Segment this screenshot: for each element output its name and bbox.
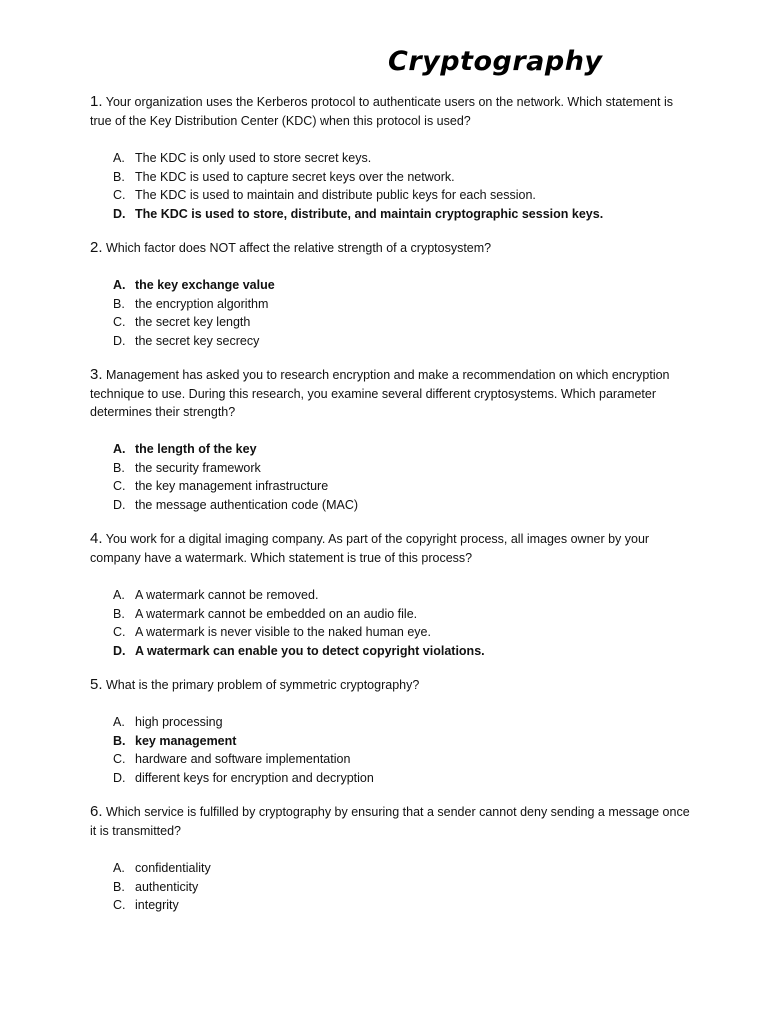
question-5 bbox=[90, 676, 690, 785]
question-stem: Which service is fulfilled by cryptography by ensuring that a sender cannot deny sending a message once it is transmitted? bbox=[90, 805, 690, 838]
option-item bbox=[113, 642, 485, 661]
option-text: the security framework bbox=[135, 460, 261, 475]
option-letter: D. bbox=[113, 643, 126, 658]
option-item bbox=[113, 586, 485, 605]
option-item bbox=[113, 769, 374, 788]
option-letter: B. bbox=[113, 606, 125, 621]
option-letter: B. bbox=[113, 169, 125, 184]
option-item bbox=[113, 440, 358, 459]
option-item bbox=[113, 205, 603, 224]
option-item bbox=[113, 459, 358, 478]
option-letter: C. bbox=[113, 479, 126, 493]
option-letter: A. bbox=[113, 278, 126, 292]
option-list bbox=[113, 586, 485, 660]
option-text: authenticity bbox=[135, 879, 199, 894]
option-item bbox=[113, 713, 374, 732]
option-list bbox=[113, 149, 603, 223]
option-letter: A. bbox=[113, 861, 125, 875]
option-letter: B. bbox=[113, 296, 125, 311]
option-list bbox=[113, 440, 358, 514]
option-text: the key exchange value bbox=[135, 278, 275, 292]
option-letter: D. bbox=[113, 497, 126, 512]
option-text: A watermark can enable you to detect copyright violations. bbox=[135, 643, 485, 658]
option-list bbox=[113, 713, 374, 787]
option-list bbox=[113, 859, 211, 915]
question-stem: Your organization uses the Kerberos protocol to authenticate users on the network. Which statement is true of the Key Distribution Center (KDC) when this protocol is used? bbox=[90, 95, 673, 128]
option-text: confidentiality bbox=[135, 861, 211, 875]
option-text: the message authentication code (MAC) bbox=[135, 497, 359, 512]
option-letter: C. bbox=[113, 898, 126, 912]
option-text: hardware and software implementation bbox=[135, 752, 351, 766]
question-1 bbox=[90, 93, 690, 221]
option-text: the encryption algorithm bbox=[135, 296, 269, 311]
question-text bbox=[90, 366, 690, 422]
option-text: A watermark is never visible to the naked human eye. bbox=[135, 625, 431, 639]
question-stem: Management has asked you to research encryption and make a recommendation on which encryption technique to use. During this research, you examine several different cryptosystems. Which parameter determines their strength? bbox=[90, 368, 670, 419]
option-letter: A. bbox=[113, 715, 125, 729]
question-text bbox=[90, 239, 690, 258]
option-letter: C. bbox=[113, 625, 126, 639]
option-text: The KDC is used to store, distribute, and maintain cryptographic session keys. bbox=[135, 206, 604, 221]
option-item bbox=[113, 477, 358, 496]
question-number: 5. bbox=[90, 676, 103, 693]
option-text: integrity bbox=[135, 898, 179, 912]
option-text: A watermark cannot be removed. bbox=[135, 588, 319, 602]
question-text bbox=[90, 93, 690, 130]
option-item bbox=[113, 750, 374, 769]
option-letter: C. bbox=[113, 752, 126, 766]
option-letter: C. bbox=[113, 315, 126, 329]
option-letter: B. bbox=[113, 460, 125, 475]
option-text: The KDC is used to capture secret keys over the network. bbox=[135, 169, 455, 184]
option-letter: A. bbox=[113, 588, 125, 602]
option-item bbox=[113, 732, 374, 751]
option-letter: C. bbox=[113, 188, 126, 202]
option-text: The KDC is only used to store secret keys. bbox=[135, 151, 372, 165]
option-item bbox=[113, 149, 603, 168]
option-list bbox=[113, 276, 275, 350]
question-text bbox=[90, 676, 690, 695]
question-3 bbox=[90, 366, 690, 512]
option-text: the length of the key bbox=[135, 442, 257, 456]
option-item bbox=[113, 168, 603, 187]
option-text: different keys for encryption and decryption bbox=[135, 770, 374, 785]
question-text bbox=[90, 803, 690, 840]
question-stem: What is the primary problem of symmetric cryptography? bbox=[106, 678, 420, 692]
option-item bbox=[113, 332, 275, 351]
question-number: 2. bbox=[90, 239, 103, 256]
option-item bbox=[113, 496, 358, 515]
option-text: the key management infrastructure bbox=[135, 479, 329, 493]
option-letter: B. bbox=[113, 879, 125, 894]
option-letter: A. bbox=[113, 151, 125, 165]
option-item bbox=[113, 276, 275, 295]
option-text: the secret key secrecy bbox=[135, 333, 260, 348]
question-stem: You work for a digital imaging company. As part of the copyright process, all images owner by your company have a watermark. Which statement is true of this process? bbox=[90, 532, 650, 565]
option-text: high processing bbox=[135, 715, 223, 729]
option-item bbox=[113, 623, 485, 642]
question-text bbox=[90, 530, 690, 567]
question-4 bbox=[90, 530, 690, 658]
option-item bbox=[113, 295, 275, 314]
question-number: 6. bbox=[90, 803, 103, 820]
option-text: The KDC is used to maintain and distribute public keys for each session. bbox=[135, 188, 536, 202]
option-item bbox=[113, 605, 485, 624]
page-title: Cryptography bbox=[388, 46, 603, 77]
option-letter: A. bbox=[113, 442, 126, 456]
option-letter: D. bbox=[113, 770, 126, 785]
question-number: 4. bbox=[90, 530, 103, 547]
option-item bbox=[113, 878, 211, 897]
option-letter: B. bbox=[113, 733, 126, 748]
question-2 bbox=[90, 239, 690, 348]
question-6 bbox=[90, 803, 690, 912]
question-stem: Which factor does NOT affect the relative strength of a cryptosystem? bbox=[106, 241, 492, 255]
option-item bbox=[113, 859, 211, 878]
question-number: 3. bbox=[90, 366, 103, 383]
option-text: key management bbox=[135, 733, 237, 748]
option-letter: D. bbox=[113, 206, 126, 221]
option-text: A watermark cannot be embedded on an audio file. bbox=[135, 606, 418, 621]
option-letter: D. bbox=[113, 333, 126, 348]
question-number: 1. bbox=[90, 93, 103, 110]
option-text: the secret key length bbox=[135, 315, 251, 329]
option-item bbox=[113, 896, 211, 915]
option-item bbox=[113, 186, 603, 205]
option-item bbox=[113, 313, 275, 332]
